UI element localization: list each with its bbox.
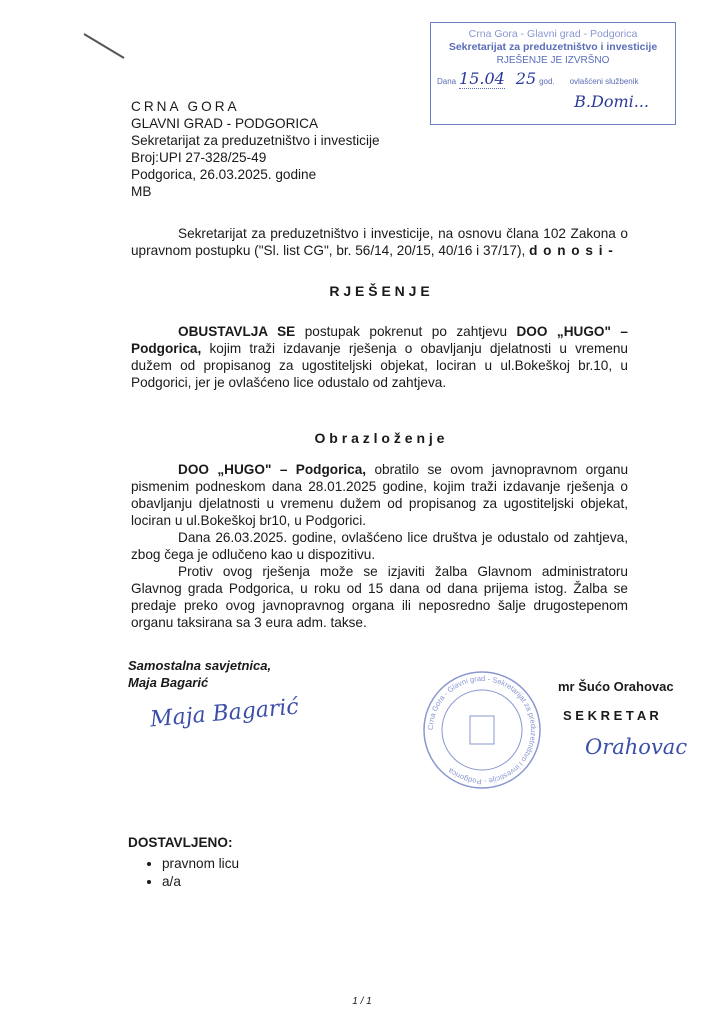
scan-mark (80, 28, 130, 64)
reasoning-applicant: DOO „HUGO" – Podgorica, (178, 462, 367, 477)
stamp-official-label: ovlašćeni službenik (569, 77, 639, 86)
left-signatory (128, 657, 271, 691)
right-signatory-name: mr Šućo Orahovac (558, 679, 674, 694)
case-number: Broj:UPI 27-328/25-49 (131, 150, 267, 165)
stamp-signature: B.Domi... (574, 92, 649, 111)
delivered-title: DOSTAVLJENO: (128, 835, 233, 850)
left-signature: Maja Bagarić (149, 694, 300, 733)
place-date: Podgorica, 26.03.2025. godine (131, 167, 317, 182)
reasoning-p2: Dana 26.03.2025. godine, ovlašćeno lice društva je odustalo od zahtjeva, zbog čega je odlučeno kao u dispozitivu. (131, 530, 628, 562)
stamp-line2: Sekretarijat za preduzetništvo i investicije (448, 41, 658, 53)
initials: MB (131, 184, 152, 199)
decision (131, 323, 628, 391)
city: GLAVNI GRAD - PODGORICA (131, 116, 319, 131)
delivered-list (128, 855, 239, 891)
decision-text2: kojim traži izdavanje rješenja o obavljanju djelatnosti u vremenu dužem od propisanog za ugostiteljski objekat, lociran u ul.Bokeškoj br.10, u Podgorici, jer je ovlašćeno lice odustalo od zahtjeva. (131, 341, 628, 390)
reasoning-p3: Protiv ovog rješenja može se izjaviti žalba Glavnom administratoru Glavnog grada Podgorica, u roku od 15 dana od dana prijema istog. Žalba se predaje preko ovog javnopravnog organa ili neposredno šalje drugostepenom organu taksirana sa 3 eura adm. takse. (131, 564, 628, 630)
official-seal (420, 668, 544, 792)
right-signatory-title: S E K R E T A R (563, 708, 659, 723)
seal-text: Crna Gora - Glavni grad - Sekretarijat za preduzetništvo i investicije - Podgorica (425, 673, 539, 787)
decision-verb: OBUSTAVLJA SE (178, 324, 296, 339)
letterhead (131, 98, 380, 200)
reasoning-p1: obratilo se ovom javnopravnom organu pismenim podneskom dana 28.01.2025 godine, kojim traži izdavanje rješenja o obavljanju djelatnosti u vremenu dužem od propisanog za ugostiteljski objekat, lociran u ul.Bokeškoj br10, u Podgorici. (131, 462, 629, 528)
stamp-line3: RJEŠENJE JE IZVRŠNO (496, 55, 610, 66)
left-signatory-name: Maja Bagarić (128, 675, 209, 690)
preamble-text: Sekretarijat za preduzetništvo i investicije, na osnovu člana 102 Zakona o upravnom postupku ("Sl. list CG", br. 56/14, 20/15, 40/16 i 37/17), (131, 226, 628, 258)
receipt-stamp (430, 22, 676, 125)
stamp-year: 25 (515, 69, 537, 88)
stamp-date: 15.04 (459, 69, 505, 88)
svg-text:Crna Gora - Glavni grad - Sekr (426, 674, 538, 786)
country: CRNA GORA (131, 99, 240, 114)
applicant-name: DOO „HUGO" – Podgorica, (131, 324, 628, 356)
stamp-date-label: Dana (437, 77, 457, 86)
decision-text1: postupak pokrenut po zahtjevu (295, 324, 517, 339)
reasoning-title: O b r a z l o ž e n j e (314, 430, 445, 446)
delivered-item: • a/a (162, 873, 239, 891)
preamble-verb: d o n o s i - (529, 243, 614, 258)
page-number: 1 / 1 (352, 996, 372, 1007)
left-signatory-title: Samostalna savjetnica, (128, 658, 272, 673)
department: Sekretarijat za preduzetništvo i investicije (131, 133, 380, 148)
document-title: R J E Š E N J E (329, 283, 430, 299)
delivered-item: • pravnom licu (162, 855, 239, 873)
reasoning (131, 461, 628, 631)
stamp-line1: Crna Gora - Glavni grad - Podgorica (468, 28, 638, 40)
preamble (131, 225, 628, 259)
right-signature: Orahovac (585, 735, 688, 759)
stamp-year-suffix: god. (539, 77, 555, 86)
